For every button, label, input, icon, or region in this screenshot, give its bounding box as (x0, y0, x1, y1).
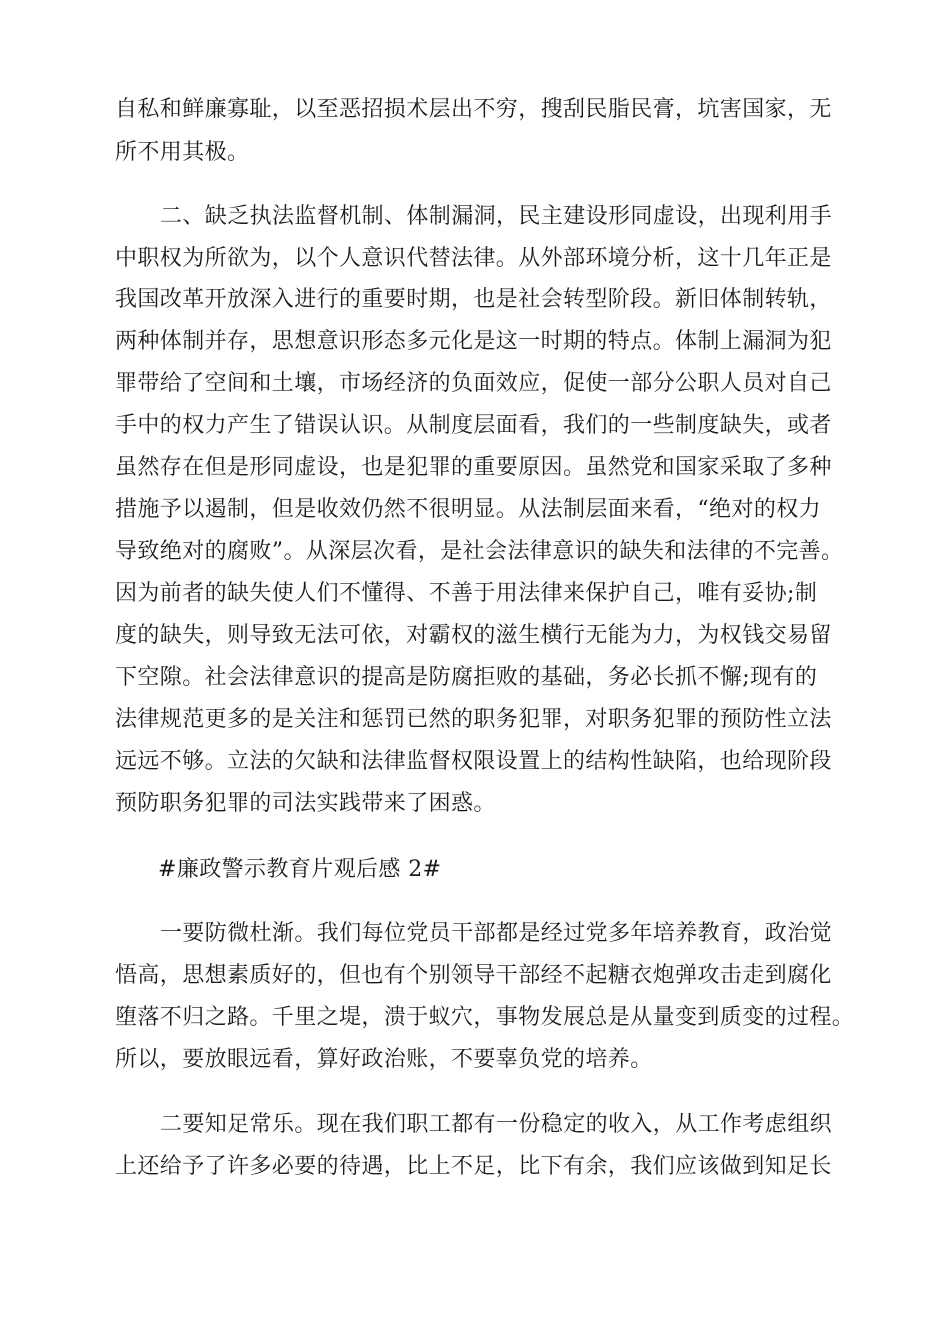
paragraph-3-line-3: 堕落不归之路。千里之堤，溃于蚁穴，事物发展总是从量变到质变的过程。 (115, 1005, 855, 1030)
paragraph-4-line-1: 二要知足常乐。现在我们职工都有一份稳定的收入，从工作考虑组织 (160, 1112, 833, 1137)
paragraph-2-line-9: 导致绝对的腐败”。从深层次看，是社会法律意识的缺失和法律的不完善。 (115, 539, 844, 564)
paragraph-2-line-12: 下空隙。社会法律意识的提高是防腐拒败的基础，务必长抓不懈;现有的 (115, 665, 818, 690)
paragraph-1-line-1: 自私和鲜廉寡耻，以至恶招损术层出不穷，搜刮民脂民膏，坑害国家，无 (115, 97, 832, 122)
paragraph-2-line-13: 法律规范更多的是关注和惩罚已然的职务犯罪，对职务犯罪的预防性立法 (115, 707, 832, 732)
paragraph-2-line-15: 预防职务犯罪的司法实践带来了困惑。 (115, 791, 496, 816)
paragraph-2-line-7: 虽然存在但是形同虚设，也是犯罪的重要原因。虽然党和国家采取了多种 (115, 455, 832, 480)
paragraph-3-line-1: 一要防微杜渐。我们每位党员干部都是经过党多年培养教育，政治觉 (160, 921, 833, 946)
paragraph-2-line-3: 我国改革开放深入进行的重要时期，也是社会转型阶段。新旧体制转轨， (115, 287, 832, 312)
paragraph-2-line-2: 中职权为所欲为，以个人意识代替法律。从外部环境分析，这十几年正是 (115, 246, 832, 271)
paragraph-2-line-4: 两种体制并存，思想意识形态多元化是这一时期的特点。体制上漏洞为犯 (115, 329, 832, 354)
paragraph-1-line-2: 所不用其极。 (115, 140, 250, 165)
paragraph-2-line-14: 远远不够。立法的欠缺和法律监督权限设置上的结构性缺陷，也给现阶段 (115, 749, 832, 774)
paragraph-2-line-8: 措施予以遏制，但是收效仍然不很明显。从法制层面来看，“绝对的权力 (115, 497, 822, 522)
paragraph-3-line-4: 所以，要放眼远看，算好政治账，不要辜负党的培养。 (115, 1047, 653, 1072)
paragraph-2-line-10: 因为前者的缺失使人们不懂得、不善于用法律来保护自己，唯有妥协;制 (115, 581, 818, 606)
paragraph-2-line-6: 手中的权力产生了错误认识。从制度层面看，我们的一些制度缺失，或者 (115, 413, 832, 438)
paragraph-3-line-2: 悟高，思想素质好的，但也有个别领导干部经不起糖衣炮弹攻击走到腐化 (115, 963, 832, 988)
section-heading: #廉政警示教育片观后感 2# (158, 857, 442, 882)
paragraph-2-line-11: 度的缺失，则导致无法可依，对霸权的滋生横行无能为力，为权钱交易留 (115, 623, 832, 648)
paragraph-2-line-5: 罪带给了空间和土壤，市场经济的负面效应，促使一部分公职人员对自己 (115, 371, 832, 396)
paragraph-2-line-1: 二、缺乏执法监督机制、体制漏洞，民主建设形同虚设，出现利用手 (160, 204, 833, 229)
paragraph-4-line-2: 上还给予了许多必要的待遇，比上不足，比下有余，我们应该做到知足长 (115, 1154, 832, 1179)
